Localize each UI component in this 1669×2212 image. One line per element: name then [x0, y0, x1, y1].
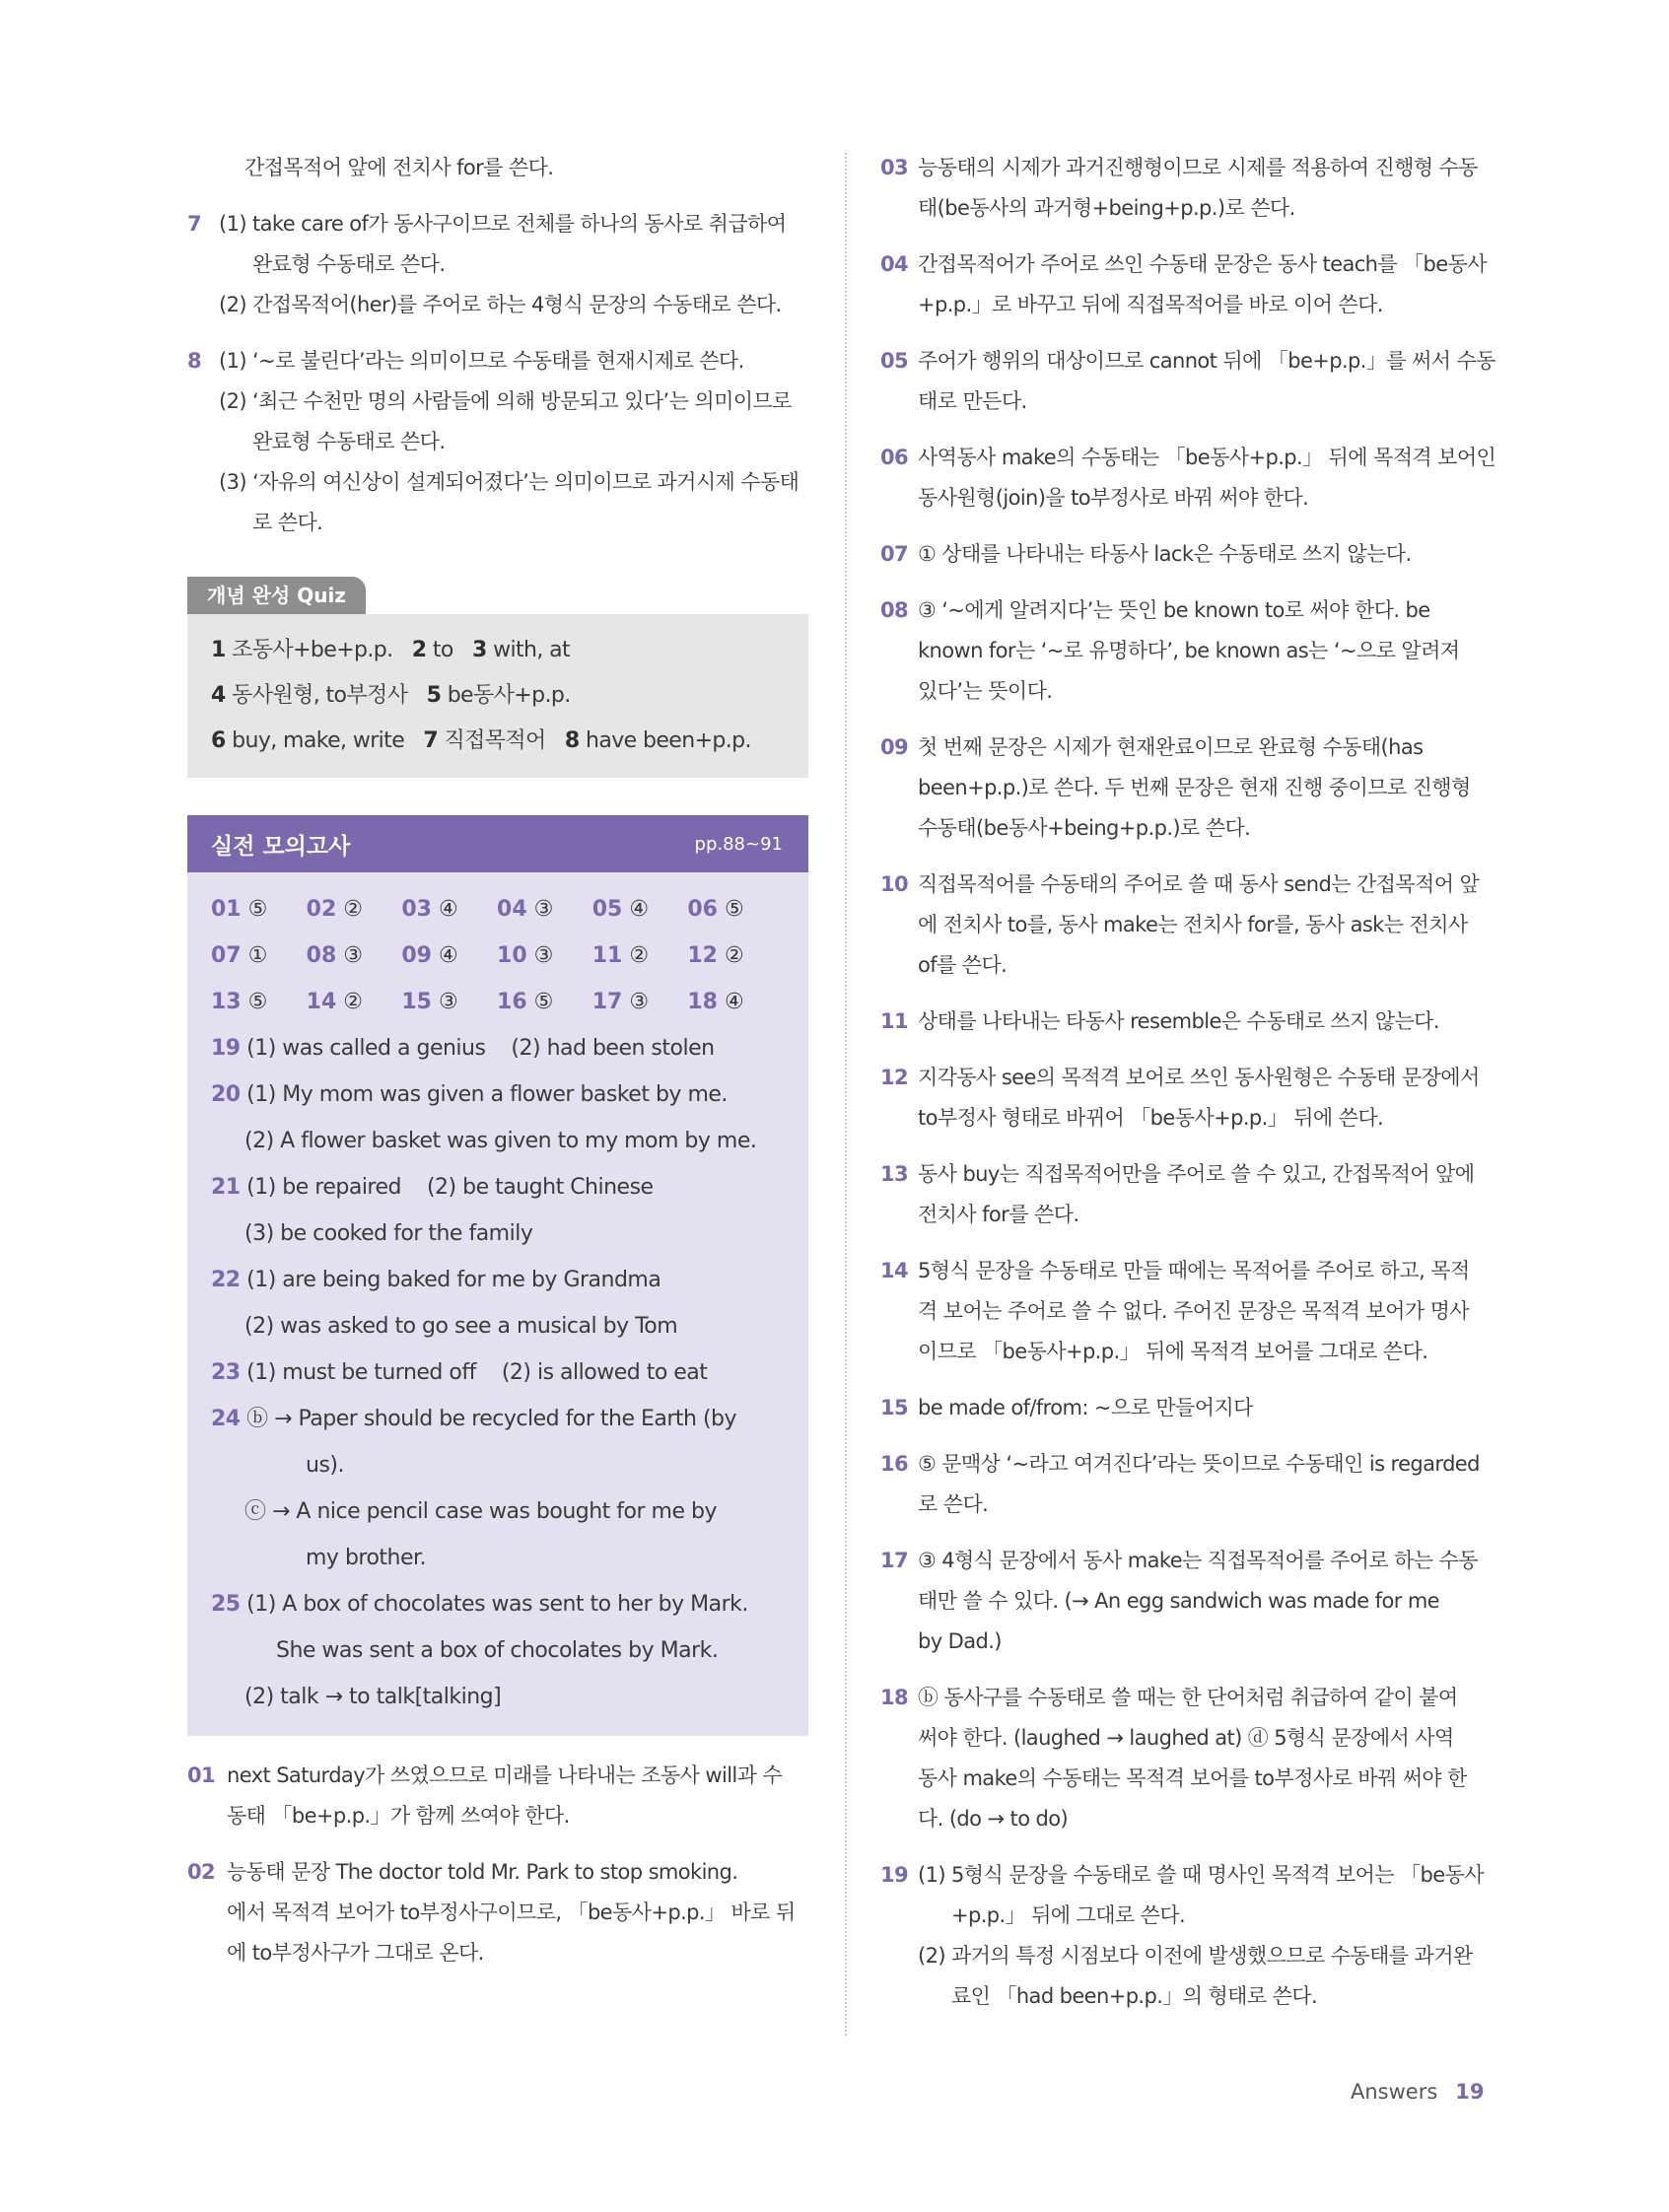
explanation-10: 10 직접목적어를 수동태의 주어로 쓸 때 동사 send는 간접목적어 앞 에 전치사 to를, 동사 make는 전치사 for를, 동사 ask는 전치사 of를 쓴다. [880, 872, 1480, 977]
explanation-14: 14 5형식 문장을 수동태로 만들 때에는 목적어를 주어로 하고, 목적 격 보어는 주어로 쓸 수 없다. 주어진 문장은 목적격 보어가 명사 이므로 「be동사+p.p.」 뒤에 목적격 보어를 그대로 쓴다. [880, 1259, 1470, 1363]
explanation-02: 02 능동태 문장 The doctor told Mr. Park to stop smoking. 에서 목적격 보어가 to부정사구이므로, 「be동사+p.p.」 바로 뒤 에 to부정사구가 그대로 온다. [187, 1860, 796, 1965]
explanation-16: 16 ⑤ 문맥상 ‘~라고 여겨진다’라는 뜻이므로 수동태인 is regarded 로 쓴다. [880, 1452, 1480, 1516]
explanation-13: 13 동사 buy는 직접목적어만을 주어로 쓸 수 있고, 간접목적어 앞에 전치사 for를 쓴다. [880, 1162, 1475, 1226]
explanation-07: 07 ① 상태를 나타내는 타동사 lack은 수동태로 쓰지 않는다. [880, 542, 1412, 566]
item-7: 7 (1) take care of가 동사구이므로 전체를 하나의 동사로 취급하여 완료형 수동태로 쓴다. (2) 간접목적어(her)를 주어로 하는 4형식 문장의 수동태로 쓴다. [187, 204, 808, 325]
explanation-06: 06 사역동사 make의 수동태는 「be동사+p.p.」 뒤에 목적격 보어인 동사원형(join)을 to부정사로 바꿔 써야 한다. [880, 446, 1496, 510]
item-8: 8 (1) ‘~로 불린다’라는 의미이므로 수동태를 현재시제로 쓴다. (2) ‘최근 수천만 명의 사람들에 의해 방문되고 있다’는 의미이므로 완료형 수동태로 쓴다. (3) ‘자유의 여신상이 설계되어졌다’는 의미이므로 과거시제 수동태 로 쓴다. [187, 341, 808, 543]
left-column [187, 148, 808, 1989]
explanation-12: 12 지각동사 see의 목적격 보어로 쓰인 동사원형은 수동태 문장에서 to부정사 형태로 바뀌어 「be동사+p.p.」 뒤에 쓴다. [880, 1066, 1480, 1130]
answer-row: 01 ⑤ 02 ② 03 ④ 04 ③ 05 ④ 06 ⑤ [211, 897, 744, 922]
quiz-row: 6 buy, make, write 7 직접목적어 8 have been+p.p. [211, 728, 751, 753]
quiz-row: 4 동사원형, to부정사 5 be동사+p.p. [211, 683, 571, 708]
right-column [880, 148, 1494, 2033]
item-number: 8 [187, 349, 202, 373]
explanation-15: 15 be made of/from: ~으로 만들어지다 [880, 1396, 1253, 1419]
column-divider [845, 153, 847, 2036]
explanation-18: 18 ⓑ 동사구를 수동태로 쓸 때는 한 단어처럼 취급하여 같이 붙여 써야 한다. (laughed → laughed at) ⓓ 5형식 문장에서 사역 동사 make의 수동태는 목적격 보어를 to부정사로 바꿔 써야 한 다. (do → to do) [880, 1686, 1467, 1831]
explanation-01: 01 next Saturday가 쓰였으므로 미래를 나타내는 조동사 will과 수 동태 「be+p.p.」가 함께 쓰여야 한다. [187, 1763, 783, 1828]
page-footer [1351, 2080, 1485, 2104]
explanation-04: 04 간접목적어가 주어로 쓰인 수동태 문장은 동사 teach를 「be동사 +p.p.」로 바꾸고 뒤에 직접목적어를 바로 이어 쓴다. [880, 252, 1487, 316]
explanation-03: 03 능동태의 시제가 과거진행형이므로 시제를 적용하여 진행형 수동 태(be동사의 과거형+being+p.p.)로 쓴다. [880, 156, 1478, 220]
mock-test-header [187, 815, 808, 872]
explanation-05: 05 주어가 행위의 대상이므로 cannot 뒤에 「be+p.p.」를 써서 수동 태로 만든다. [880, 349, 1495, 413]
mock-test-title: 실전 모의고사 [211, 833, 351, 860]
quiz-title: 개념 완성 Quiz [187, 577, 366, 614]
explanation-09: 09 첫 번째 문장은 시제가 현재완료이므로 완료형 수동태(has been+p.p.)로 쓴다. 두 번째 문장은 현재 진행 중이므로 진행형 수동태(be동사+being+p.p.)로 쓴다. [880, 735, 1471, 840]
item-number: 7 [187, 212, 202, 236]
mock-test-box: 실전 모의고사 pp.88~91 01 ⑤ 02 ② 03 ④ 04 ③ 05 ④ 06 ⑤ 07 ① 08 ③ 09 ④ 10 ③ 11 ② 12 ② 13 ⑤ 14 ② 15 ③ 16 ⑤ 17 ③ 18 ④ 19 (1) was called a genius (2) had been stolen 20 (1) My mom was given a flower basket by me. (2) A flower basket was given to my mom by me. 21 (1) be repaired (2) be taught Chinese (3) be cooked for the family 22 (1) are being baked for me by Grandma (2) was asked to go see a musical by Tom 23 (1) must be turned off (2) is allowed to eat 24 ⓑ → Paper should be recycled for the Earth (by us). ⓒ → A nice pencil case was bought for me by my brother. 25 (1) A box of chocolates was sent to her by Mark. She was sent a box of chocolates by Mark. (2) talk → to talk[talking] [187, 815, 808, 1736]
explanation-11: 11 상태를 나타내는 타동사 resemble은 수동태로 쓰지 않는다. [880, 1009, 1439, 1033]
answer-20: 20 (1) My mom was given a flower basket by me. [211, 1082, 728, 1107]
answer-21: 21 (1) be repaired (2) be taught Chinese [211, 1175, 654, 1200]
mock-test-pages: pp.88~91 [694, 833, 783, 855]
answer-22: 22 (1) are being baked for me by Grandma [211, 1268, 661, 1292]
intro-line: 간접목적어 앞에 전치사 for를 쓴다. [244, 156, 554, 179]
answer-24: 24 ⓑ → Paper should be recycled for the Earth (by [211, 1407, 737, 1431]
concept-quiz-box [187, 577, 808, 778]
answer-row: 07 ① 08 ③ 09 ④ 10 ③ 11 ② 12 ② [211, 943, 744, 968]
answer-row: 13 ⑤ 14 ② 15 ③ 16 ⑤ 17 ③ 18 ④ [211, 990, 744, 1014]
explanation-08: 08 ③ ‘~에게 알려지다’는 뜻인 be known to로 써야 한다. be known for는 ‘~로 유명하다’, be known as는 ‘~으로 알려져 있다’는 뜻이다. [880, 598, 1460, 703]
quiz-row: 1 조동사+be+p.p. 2 to 3 with, at [211, 638, 571, 662]
answer-19: 19 (1) was called a genius (2) had been stolen [211, 1036, 715, 1061]
answer-23: 23 (1) must be turned off (2) is allowed to eat [211, 1360, 708, 1385]
footer-label: Answers [1351, 2080, 1438, 2104]
explanation-19: 19 (1) 5형식 문장을 수동태로 쓸 때 명사인 목적격 보어는 「be동사 +p.p.」 뒤에 그대로 쓴다. (2) 과거의 특정 시점보다 이전에 발생했으므로 수동태를 과거완 료인 「had been+p.p.」의 형태로 쓴다. [880, 1863, 1484, 2008]
page-number: 19 [1455, 2080, 1485, 2104]
answer-25: 25 (1) A box of chocolates was sent to her by Mark. [211, 1592, 748, 1617]
explanation-17: 17 ③ 4형식 문장에서 동사 make는 직접목적어를 주어로 하는 수동 태만 쓸 수 있다. (→ An egg sandwich was made for me by Dad.) [880, 1549, 1478, 1653]
